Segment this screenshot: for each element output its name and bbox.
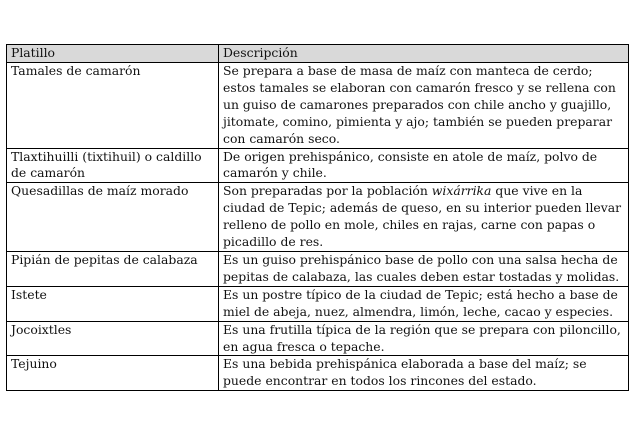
dish-name: Jocoixtles [7,321,219,356]
description-text-end: que vive en la ciudad de Tepic; además de queso, en su interior pueden llevar relleno de pollo en mole, chiles en rajas, carne con papas o picadillo de res. [223,183,622,250]
dishes-table [6,44,629,391]
header-dish: Platillo [7,45,219,63]
description-italic-term: wixárrika [431,183,492,199]
header-description: Descripción [219,45,629,63]
dish-description: Es una bebida prehispánica elaborada a base del maíz; se puede encontrar en todos los rincones del estado. [219,356,629,391]
table-row [7,321,629,356]
dish-description [219,183,629,252]
dish-description: Se prepara a base de masa de maíz con manteca de cerdo; estos tamales se elaboran con camarón fresco y se rellena con un guiso de camarones preparados con chile ancho y guajillo, jitomate, comino, pimienta y ajo; también se pueden preparar con camarón seco. [219,63,629,149]
dish-description: Es una frutilla típica de la región que se prepara con piloncillo, en agua fresca o tepache. [219,321,629,356]
dish-name: Tlaxtihuilli (tixtihuil) o caldillo de camarón [7,148,219,183]
table-row [7,356,629,391]
table-row [7,148,629,183]
dish-name: Quesadillas de maíz morado [7,183,219,252]
dish-name: Tamales de camarón [7,63,219,149]
table-header-row [7,45,629,63]
table-row [7,251,629,286]
dish-name: Istete [7,286,219,321]
dish-description: Es un guiso prehispánico base de pollo con una salsa hecha de pepitas de calabaza, las cuales deben estar tostadas y molidas. [219,251,629,286]
description-text-start: Son preparadas por la población [223,183,432,199]
dish-description: De origen prehispánico, consiste en atole de maíz, polvo de camarón y chile. [219,148,629,183]
dish-description: Es un postre típico de la ciudad de Tepic; está hecho a base de miel de abeja, nuez, almendra, limón, leche, cacao y especies. [219,286,629,321]
table-row [7,183,629,252]
table-row [7,286,629,321]
dish-name: Pipián de pepitas de calabaza [7,251,219,286]
document-page [6,44,628,391]
dish-name: Tejuino [7,356,219,391]
table-row [7,63,629,149]
